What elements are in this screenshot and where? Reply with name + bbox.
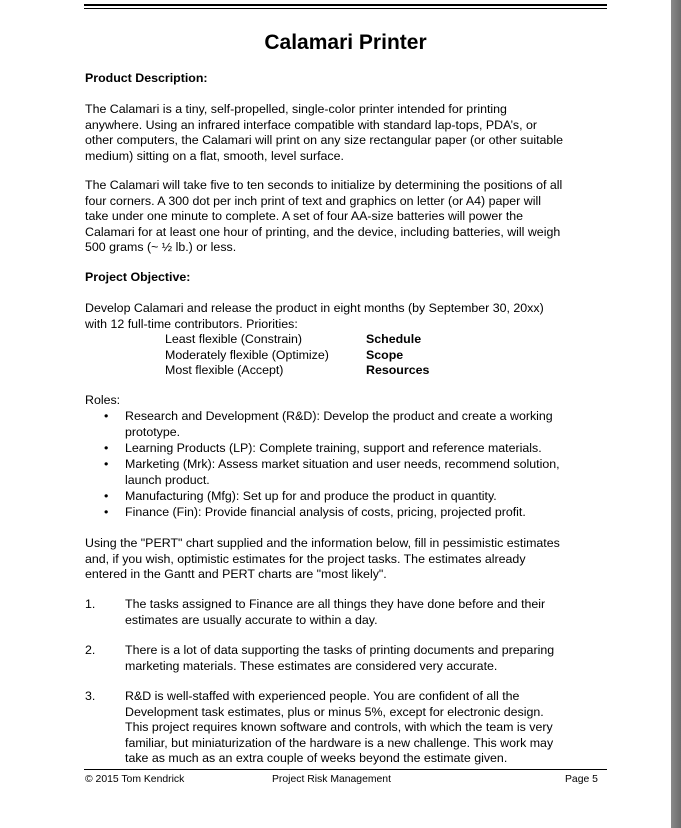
role-item: Finance (Fin): Provide financial analysis of costs, pricing, projected profit. <box>125 505 526 519</box>
footer-title: Project Risk Management <box>272 774 391 785</box>
footer-page-number: Page 5 <box>565 774 598 785</box>
bullet-icon: • <box>104 409 109 423</box>
description-line: Calamari for at least one hour of printing, and the device, including batteries, will weigh <box>85 224 561 239</box>
footer-copyright: © 2015 Tom Kendrick <box>85 774 185 785</box>
list-number: 3. <box>85 689 96 703</box>
page-title: Calamari Printer <box>264 31 427 54</box>
list-item-line: R&D is well-staffed with experienced people. You are confident of all the <box>125 689 520 703</box>
role-item: Learning Products (LP): Complete training, support and reference materials. <box>125 441 542 455</box>
bullet-icon: • <box>104 505 109 519</box>
list-item-line: There is a lot of data supporting the tasks of printing documents and preparing <box>125 643 555 657</box>
product-description-heading: Product Description: <box>85 71 208 85</box>
pert-intro-line: Using the "PERT" chart supplied and the information below, fill in pessimistic estimates <box>85 536 560 550</box>
pert-intro-line: and, if you wish, optimistic estimates for the project tasks. The estimates already <box>85 551 526 566</box>
list-item-line: Development task estimates, plus or minus 5%, except for electronic design. <box>125 704 544 719</box>
role-item: Marketing (Mrk): Assess market situation and user needs, recommend solution, <box>125 457 560 471</box>
priority-label: Most flexible (Accept) <box>165 363 284 378</box>
footer-rule <box>84 769 607 770</box>
priority-value: Scope <box>366 347 404 362</box>
priority-value: Resources <box>366 363 430 378</box>
list-item-line: estimates are usually accurate to within a day. <box>125 612 378 627</box>
viewer-background <box>671 0 681 828</box>
role-item-continuation: launch product. <box>125 472 210 487</box>
top-rule <box>84 4 607 9</box>
bullet-icon: • <box>104 489 109 503</box>
role-item: Research and Development (R&D): Develop the product and create a working <box>125 409 553 423</box>
priority-value: Schedule <box>366 332 422 347</box>
list-item-line: marketing materials. These estimates are considered very accurate. <box>125 658 498 673</box>
pert-intro-line: entered in the Gantt and PERT charts are "most likely". <box>85 567 387 582</box>
role-item: Manufacturing (Mfg): Set up for and produce the product in quantity. <box>125 489 497 503</box>
description-line: anywhere. Using an infrared interface compatible with standard lap-tops, PDA’s, or <box>85 117 538 132</box>
list-number: 1. <box>85 597 96 611</box>
objective-line: with 12 full-time contributors. Priorities: <box>85 316 298 331</box>
role-item-continuation: prototype. <box>125 424 181 439</box>
roles-heading: Roles: <box>85 393 121 407</box>
description-line: take under one minute to complete. A set of four AA-size batteries will power the <box>85 209 524 224</box>
priority-label: Moderately flexible (Optimize) <box>165 347 329 362</box>
bullet-icon: • <box>104 457 109 471</box>
description-line: four corners. A 300 dot per inch print of text and graphics on letter (or A4) paper will <box>85 193 541 208</box>
priority-label: Least flexible (Constrain) <box>165 332 303 347</box>
list-item-line: familiar, but miniaturization of the hardware is a new challenge. This work may <box>125 735 554 750</box>
list-item-line: take as much as an extra couple of weeks beyond the estimate given. <box>125 751 508 766</box>
project-objective-heading: Project Objective: <box>85 270 191 284</box>
list-number: 2. <box>85 643 96 657</box>
bullet-icon: • <box>104 441 109 455</box>
description-line: The Calamari will take five to ten seconds to initialize by determining the positions of all <box>85 178 563 192</box>
description-line: 500 grams (~ ½ lb.) or less. <box>85 240 237 255</box>
objective-line: Develop Calamari and release the product in eight months (by September 30, 20xx) <box>85 301 544 315</box>
description-line: medium) sitting on a flat, smooth, level surface. <box>85 148 344 163</box>
list-item-line: This project requires known software and controls, with which the team is very <box>125 720 553 735</box>
description-line: The Calamari is a tiny, self-propelled, single-color printer intended for printing <box>85 102 507 116</box>
list-item-line: The tasks assigned to Finance are all things they have done before and their <box>125 597 546 611</box>
description-line: other computers, the Calamari will print on any size rectangular paper (or other suitable <box>85 133 563 148</box>
